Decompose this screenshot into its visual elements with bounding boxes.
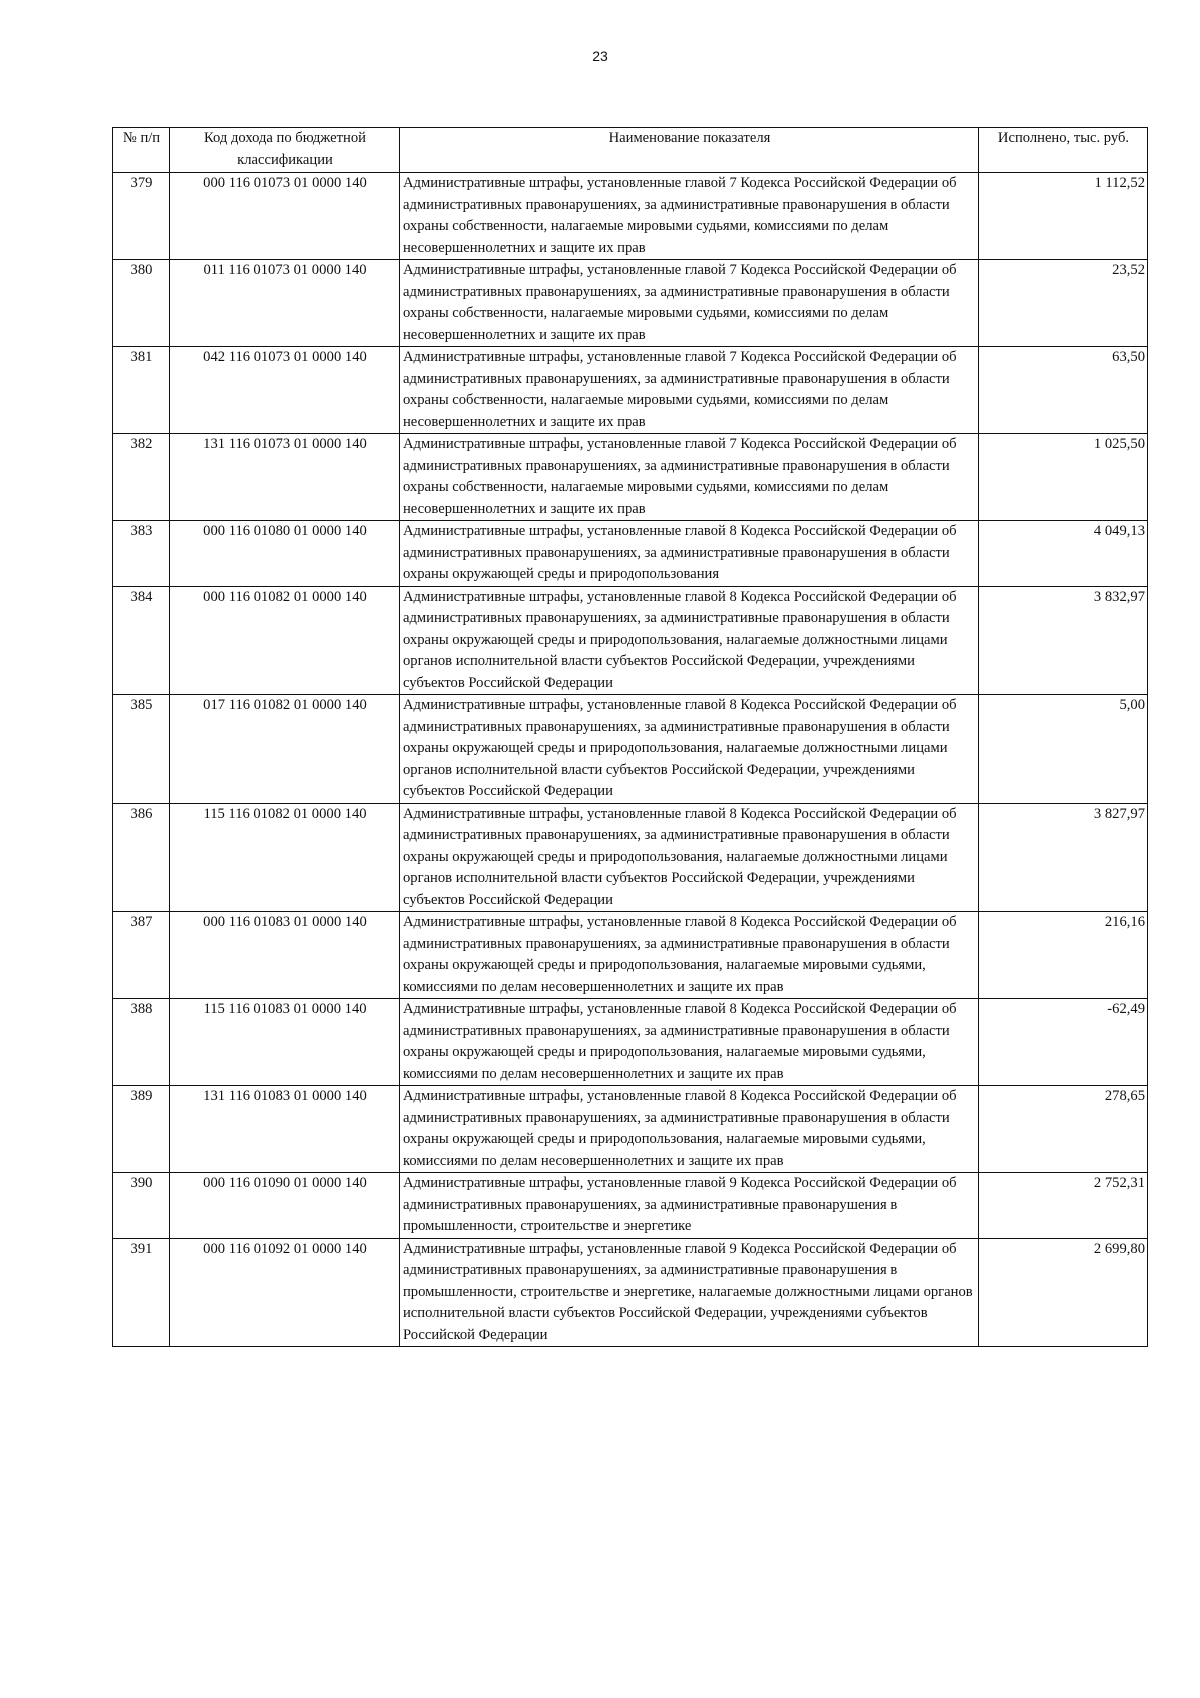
- row-number: 384: [113, 586, 170, 695]
- table-row: [113, 173, 1148, 260]
- table-row: [113, 347, 1148, 434]
- revenue-code: 017 116 01082 01 0000 140: [170, 695, 400, 804]
- row-number: 380: [113, 260, 170, 347]
- row-number: 391: [113, 1238, 170, 1347]
- indicator-name: Административные штрафы, установленные главой 8 Кодекса Российской Федерации об административных правонарушениях, за административные правонарушения в области охраны окружающей среды и природопользования, налагаемые мировыми судьями, комиссиями по делам несовершеннолетних и защите их прав: [400, 912, 979, 999]
- revenue-code: 042 116 01073 01 0000 140: [170, 347, 400, 434]
- header-code: Код дохода по бюджетной классификации: [170, 128, 400, 173]
- table-row: [113, 434, 1148, 521]
- executed-amount: 23,52: [979, 260, 1148, 347]
- revenue-code: 000 116 01082 01 0000 140: [170, 586, 400, 695]
- indicator-name: Административные штрафы, установленные главой 8 Кодекса Российской Федерации об административных правонарушениях, за административные правонарушения в области охраны окружающей среды и природопользования, налагаемые должностными лицами органов исполнительной власти субъектов Российской Федерации, учреждениями субъектов Российской Федерации: [400, 695, 979, 804]
- header-name: Наименование показателя: [400, 128, 979, 173]
- row-number: 379: [113, 173, 170, 260]
- executed-amount: 2 699,80: [979, 1238, 1148, 1347]
- table-row: [113, 521, 1148, 587]
- header-amount: Исполнено, тыс. руб.: [979, 128, 1148, 173]
- executed-amount: 3 827,97: [979, 803, 1148, 912]
- table-row: [113, 803, 1148, 912]
- indicator-name: Административные штрафы, установленные главой 7 Кодекса Российской Федерации об административных правонарушениях, за административные правонарушения в области охраны собственности, налагаемые мировыми судьями, комиссиями по делам несовершеннолетних и защите их прав: [400, 260, 979, 347]
- indicator-name: Административные штрафы, установленные главой 7 Кодекса Российской Федерации об административных правонарушениях, за административные правонарушения в области охраны собственности, налагаемые мировыми судьями, комиссиями по делам несовершеннолетних и защите их прав: [400, 173, 979, 260]
- row-number: 385: [113, 695, 170, 804]
- table-row: [113, 260, 1148, 347]
- table-row: [113, 1238, 1148, 1347]
- indicator-name: Административные штрафы, установленные главой 8 Кодекса Российской Федерации об административных правонарушениях, за административные правонарушения в области охраны окружающей среды и природопользования: [400, 521, 979, 587]
- indicator-name: Административные штрафы, установленные главой 9 Кодекса Российской Федерации об административных правонарушениях, за административные правонарушения в промышленности, строительстве и энергетике, налагаемые должностными лицами органов исполнительной власти субъектов Российской Федерации, учреждениями субъектов Российской Федерации: [400, 1238, 979, 1347]
- indicator-name: Административные штрафы, установленные главой 7 Кодекса Российской Федерации об административных правонарушениях, за административные правонарушения в области охраны собственности, налагаемые мировыми судьями, комиссиями по делам несовершеннолетних и защите их прав: [400, 434, 979, 521]
- table-row: [113, 1086, 1148, 1173]
- table-body: [113, 173, 1148, 1347]
- table-row: [113, 912, 1148, 999]
- row-number: 389: [113, 1086, 170, 1173]
- indicator-name: Административные штрафы, установленные главой 8 Кодекса Российской Федерации об административных правонарушениях, за административные правонарушения в области охраны окружающей среды и природопользования, налагаемые мировыми судьями, комиссиями по делам несовершеннолетних и защите их прав: [400, 1086, 979, 1173]
- revenue-code: 000 116 01092 01 0000 140: [170, 1238, 400, 1347]
- executed-amount: -62,49: [979, 999, 1148, 1086]
- revenue-code: 000 116 01073 01 0000 140: [170, 173, 400, 260]
- revenue-code: 000 116 01083 01 0000 140: [170, 912, 400, 999]
- revenue-code: 115 116 01082 01 0000 140: [170, 803, 400, 912]
- indicator-name: Административные штрафы, установленные главой 7 Кодекса Российской Федерации об административных правонарушениях, за административные правонарушения в области охраны собственности, налагаемые мировыми судьями, комиссиями по делам несовершеннолетних и защите их прав: [400, 347, 979, 434]
- revenue-code: 011 116 01073 01 0000 140: [170, 260, 400, 347]
- row-number: 390: [113, 1173, 170, 1239]
- executed-amount: 2 752,31: [979, 1173, 1148, 1239]
- row-number: 381: [113, 347, 170, 434]
- indicator-name: Административные штрафы, установленные главой 9 Кодекса Российской Федерации об административных правонарушениях, за административные правонарушения в промышленности, строительстве и энергетике: [400, 1173, 979, 1239]
- executed-amount: 278,65: [979, 1086, 1148, 1173]
- executed-amount: 1 112,52: [979, 173, 1148, 260]
- row-number: 382: [113, 434, 170, 521]
- executed-amount: 5,00: [979, 695, 1148, 804]
- table-row: [113, 999, 1148, 1086]
- indicator-name: Административные штрафы, установленные главой 8 Кодекса Российской Федерации об административных правонарушениях, за административные правонарушения в области охраны окружающей среды и природопользования, налагаемые должностными лицами органов исполнительной власти субъектов Российской Федерации, учреждениями субъектов Российской Федерации: [400, 803, 979, 912]
- row-number: 383: [113, 521, 170, 587]
- revenue-code: 000 116 01080 01 0000 140: [170, 521, 400, 587]
- row-number: 386: [113, 803, 170, 912]
- revenue-table: [112, 127, 1148, 1347]
- header-row: [113, 128, 1148, 173]
- table-row: [113, 586, 1148, 695]
- header-num: № п/п: [113, 128, 170, 173]
- indicator-name: Административные штрафы, установленные главой 8 Кодекса Российской Федерации об административных правонарушениях, за административные правонарушения в области охраны окружающей среды и природопользования, налагаемые должностными лицами органов исполнительной власти субъектов Российской Федерации, учреждениями субъектов Российской Федерации: [400, 586, 979, 695]
- executed-amount: 63,50: [979, 347, 1148, 434]
- page-number: 23: [592, 48, 608, 64]
- executed-amount: 216,16: [979, 912, 1148, 999]
- indicator-name: Административные штрафы, установленные главой 8 Кодекса Российской Федерации об административных правонарушениях, за административные правонарушения в области охраны окружающей среды и природопользования, налагаемые мировыми судьями, комиссиями по делам несовершеннолетних и защите их прав: [400, 999, 979, 1086]
- executed-amount: 1 025,50: [979, 434, 1148, 521]
- table-row: [113, 1173, 1148, 1239]
- revenue-code: 000 116 01090 01 0000 140: [170, 1173, 400, 1239]
- executed-amount: 3 832,97: [979, 586, 1148, 695]
- revenue-code: 131 116 01073 01 0000 140: [170, 434, 400, 521]
- revenue-code: 115 116 01083 01 0000 140: [170, 999, 400, 1086]
- revenue-code: 131 116 01083 01 0000 140: [170, 1086, 400, 1173]
- row-number: 388: [113, 999, 170, 1086]
- table-header: [113, 128, 1148, 173]
- row-number: 387: [113, 912, 170, 999]
- executed-amount: 4 049,13: [979, 521, 1148, 587]
- table-row: [113, 695, 1148, 804]
